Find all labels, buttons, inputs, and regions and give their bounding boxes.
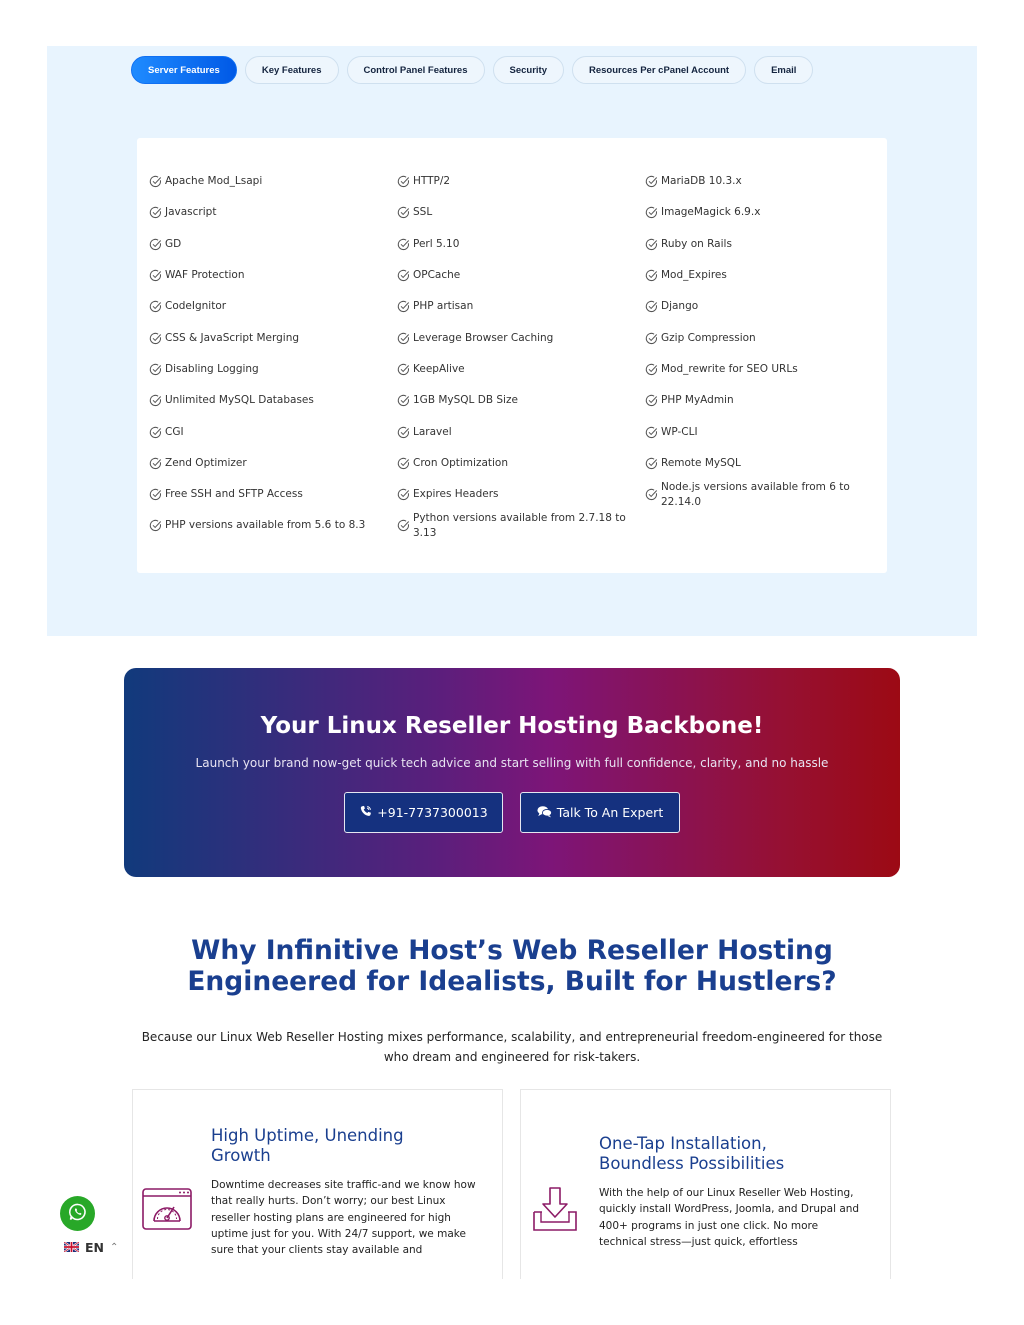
tab-server-features[interactable]: Server Features bbox=[131, 56, 237, 84]
call-button[interactable] bbox=[344, 792, 503, 833]
check-circle-icon bbox=[397, 394, 413, 407]
card-one-tap-title: One-Tap Installation, Boundless Possibilities bbox=[599, 1134, 785, 1173]
check-circle-icon bbox=[397, 488, 413, 501]
whatsapp-icon bbox=[68, 1202, 88, 1226]
feature-item-label: Javascript bbox=[165, 206, 217, 219]
feature-item-label: CodeIgnitor bbox=[165, 300, 227, 313]
feature-item-label: Ruby on Rails bbox=[661, 237, 732, 250]
cta-banner bbox=[124, 668, 900, 877]
phone-icon bbox=[359, 805, 372, 821]
feature-item-label: Unlimited MySQL Databases bbox=[165, 394, 314, 407]
feature-item bbox=[397, 510, 645, 541]
feature-item bbox=[149, 166, 397, 197]
feature-item bbox=[397, 260, 645, 291]
feature-item-label: CSS & JavaScript Merging bbox=[165, 331, 300, 344]
feature-item bbox=[149, 291, 397, 322]
feature-item bbox=[149, 479, 397, 510]
speedometer-icon bbox=[142, 1188, 192, 1234]
why-section-description: Because our Linux Web Reseller Hosting mixes performance, scalability, and entrepreneurial freedom-engineered for those who dream and engineered for risk-takers. bbox=[141, 1030, 883, 1064]
feature-item-label: CGI bbox=[165, 425, 184, 438]
feature-item bbox=[645, 260, 885, 291]
feature-item-label: PHP MyAdmin bbox=[661, 394, 734, 407]
check-circle-icon bbox=[149, 206, 165, 219]
check-circle-icon bbox=[149, 457, 165, 470]
feature-item-label: SSL bbox=[413, 206, 433, 219]
why-title-line-1: Why Infinitive Host’s Web Reseller Hosting bbox=[191, 935, 833, 966]
feature-item bbox=[149, 322, 397, 353]
feature-item-label: Cron Optimization bbox=[413, 456, 509, 469]
check-circle-icon bbox=[149, 519, 165, 532]
cta-title: Your Linux Reseller Hosting Backbone! bbox=[260, 713, 764, 739]
card-high-uptime-text: Downtime decreases site traffic-and we know how that really hurts. Don’t worry; our best Linux reseller hosting plans are engineered for high uptime just for you. With 24/7 support, we make sure that your clients stay available and bbox=[211, 1179, 476, 1257]
feature-item-label: Laravel bbox=[413, 425, 452, 438]
feature-item bbox=[397, 197, 645, 228]
feature-item-label: Python versions available from 2.7.18 to 3.13 bbox=[413, 511, 626, 539]
check-circle-icon bbox=[149, 269, 165, 282]
chevron-up-icon: ⌃ bbox=[110, 1242, 119, 1253]
feature-grid bbox=[149, 166, 885, 542]
feature-item-label: ImageMagick 6.9.x bbox=[661, 206, 761, 219]
feature-item-label: Zend Optimizer bbox=[165, 456, 247, 469]
check-circle-icon bbox=[645, 300, 661, 313]
check-circle-icon bbox=[645, 457, 661, 470]
check-circle-icon bbox=[397, 426, 413, 439]
feature-item bbox=[645, 385, 885, 416]
feature-item bbox=[645, 322, 885, 353]
check-circle-icon bbox=[397, 363, 413, 376]
check-circle-icon bbox=[645, 332, 661, 345]
feature-item-label: Apache Mod_Lsapi bbox=[165, 175, 263, 188]
tab-email[interactable]: Email bbox=[754, 56, 813, 84]
feature-item-label: HTTP/2 bbox=[413, 175, 451, 188]
check-circle-icon bbox=[645, 238, 661, 251]
talk-to-expert-button[interactable] bbox=[520, 792, 680, 833]
feature-item-label: Mod_rewrite for SEO URLs bbox=[661, 362, 798, 375]
feature-item bbox=[149, 354, 397, 385]
feature-item-label: Remote MySQL bbox=[661, 456, 741, 469]
feature-item bbox=[149, 229, 397, 260]
feature-item-label: WAF Protection bbox=[165, 269, 245, 282]
feature-item bbox=[397, 354, 645, 385]
language-code: EN bbox=[85, 1240, 105, 1255]
feature-item-label: 1GB MySQL DB Size bbox=[413, 394, 518, 407]
check-circle-icon bbox=[645, 269, 661, 282]
feature-tabs bbox=[131, 56, 813, 84]
check-circle-icon bbox=[149, 488, 165, 501]
feature-item-label: PHP versions available from 5.6 to 8.3 bbox=[165, 519, 366, 532]
feature-item bbox=[645, 354, 885, 385]
feature-item-label: Free SSH and SFTP Access bbox=[165, 488, 303, 501]
feature-item bbox=[645, 416, 885, 447]
feature-item bbox=[149, 416, 397, 447]
whatsapp-button[interactable] bbox=[60, 1196, 95, 1231]
check-circle-icon bbox=[149, 363, 165, 376]
feature-item-label: WP-CLI bbox=[661, 425, 698, 438]
why-title-line-2: Engineered for Idealists, Built for Hustlers? bbox=[187, 966, 837, 997]
card-one-tap-text: With the help of our Linux Reseller Web Hosting, quickly install WordPress, Joomla, and Drupal and 400+ programs in just one click. No more technical stress—just quick, effortless bbox=[599, 1187, 860, 1248]
check-circle-icon bbox=[149, 300, 165, 313]
feature-item-label: Django bbox=[661, 300, 699, 313]
feature-item bbox=[397, 166, 645, 197]
check-circle-icon bbox=[149, 394, 165, 407]
feature-item-label: OPCache bbox=[413, 269, 461, 282]
why-section-title bbox=[0, 935, 1024, 997]
check-circle-icon bbox=[397, 175, 413, 188]
check-circle-icon bbox=[397, 269, 413, 282]
feature-item bbox=[397, 385, 645, 416]
feature-item-label: Node.js versions available from 6 to 22.14.0 bbox=[661, 480, 850, 508]
feature-item-label: GD bbox=[165, 237, 182, 250]
check-circle-icon bbox=[397, 457, 413, 470]
feature-item-label: Gzip Compression bbox=[661, 331, 756, 344]
feature-item bbox=[149, 448, 397, 479]
feature-item-label: MariaDB 10.3.x bbox=[661, 175, 742, 188]
card-one-tap-install bbox=[520, 1089, 891, 1279]
feature-item bbox=[397, 479, 645, 510]
feature-item-label: Leverage Browser Caching bbox=[413, 331, 554, 344]
check-circle-icon bbox=[149, 175, 165, 188]
feature-item bbox=[645, 197, 885, 228]
card-high-uptime bbox=[132, 1089, 503, 1279]
feature-item bbox=[645, 166, 885, 197]
feature-item-label: Perl 5.10 bbox=[413, 237, 460, 250]
check-circle-icon bbox=[397, 238, 413, 251]
talk-to-expert-label: Talk To An Expert bbox=[556, 805, 664, 820]
feature-item bbox=[645, 479, 885, 510]
check-circle-icon bbox=[645, 363, 661, 376]
check-circle-icon bbox=[149, 332, 165, 345]
check-circle-icon bbox=[149, 238, 165, 251]
feature-item-label: KeepAlive bbox=[413, 362, 465, 375]
check-circle-icon bbox=[645, 426, 661, 439]
feature-item bbox=[149, 260, 397, 291]
check-circle-icon bbox=[645, 394, 661, 407]
feature-item-label: PHP artisan bbox=[413, 300, 474, 313]
cta-subtitle: Launch your brand now-get quick tech advice and start selling with full confidence, clarity, and no hassle bbox=[195, 756, 829, 770]
feature-item bbox=[645, 229, 885, 260]
feature-item bbox=[149, 385, 397, 416]
check-circle-icon bbox=[645, 488, 661, 501]
check-circle-icon bbox=[397, 206, 413, 219]
tab-key-features[interactable]: Key Features bbox=[245, 56, 339, 84]
feature-item bbox=[149, 510, 397, 541]
check-circle-icon bbox=[645, 175, 661, 188]
check-circle-icon bbox=[397, 300, 413, 313]
feature-item bbox=[397, 229, 645, 260]
check-circle-icon bbox=[645, 206, 661, 219]
tab-control-panel-features[interactable]: Control Panel Features bbox=[347, 56, 485, 84]
feature-item-label: Disabling Logging bbox=[165, 362, 259, 375]
check-circle-icon bbox=[397, 332, 413, 345]
tab-resources-per-cpanel[interactable]: Resources Per cPanel Account bbox=[572, 56, 746, 84]
comments-icon bbox=[537, 805, 552, 821]
feature-item bbox=[149, 197, 397, 228]
feature-item bbox=[645, 291, 885, 322]
feature-item-label: Expires Headers bbox=[413, 488, 499, 501]
feature-list-card bbox=[137, 138, 887, 573]
feature-item-label: Mod_Expires bbox=[661, 269, 727, 282]
feature-item bbox=[645, 448, 885, 479]
feature-item bbox=[397, 291, 645, 322]
feature-item bbox=[397, 322, 645, 353]
language-switcher[interactable] bbox=[64, 1240, 118, 1255]
call-button-label: +91-7737300013 bbox=[377, 805, 488, 820]
download-install-icon bbox=[532, 1186, 578, 1236]
uk-flag-icon bbox=[64, 1240, 79, 1255]
card-high-uptime-title: High Uptime, Unending Growth bbox=[211, 1126, 404, 1165]
feature-item bbox=[397, 448, 645, 479]
features-section bbox=[47, 46, 977, 636]
tab-security[interactable]: Security bbox=[493, 56, 565, 84]
check-circle-icon bbox=[149, 426, 165, 439]
check-circle-icon bbox=[397, 519, 413, 532]
feature-item bbox=[397, 416, 645, 447]
